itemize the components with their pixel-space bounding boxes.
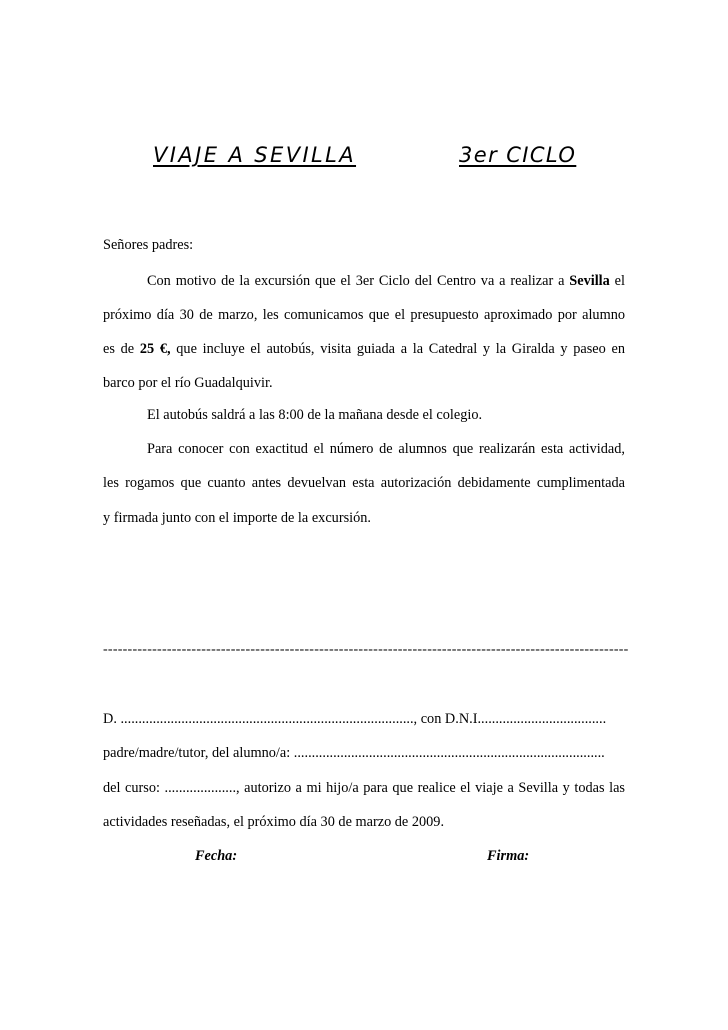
cut-line: ----------------------------------------------------------------------------------------------------------- <box>103 642 629 657</box>
text-run: el <box>609 273 625 289</box>
trip-title: VIAJE A SEVILLA <box>153 143 357 167</box>
paragraph-1-line-1 <box>147 272 625 290</box>
price-bold: 25 €, <box>139 341 171 357</box>
paragraph-1-line-2: próximo día 30 de marzo, les comunicamos que el presupuesto aproximado por alumno <box>103 307 625 323</box>
salutation: Señores padres: <box>103 237 194 253</box>
form-line-name: D. .................................................................................., con D.N.I.................................... <box>103 711 607 727</box>
paragraph-1-line-3 <box>103 340 625 358</box>
form-line-course: del curso: ...................., autorizo a mi hijo/a para que realice el viaje a Sevilla y todas las <box>103 780 625 796</box>
text-run: que incluye el autobús, visita guiada a la Catedral y la Giralda y paseo en <box>170 341 625 357</box>
date-label: Fecha: <box>195 848 238 864</box>
form-line-activities: actividades reseñadas, el próximo día 30 de marzo de 2009. <box>103 814 445 830</box>
form-line-guardian: padre/madre/tutor, del alumno/a: ....................................................................................... <box>103 745 605 761</box>
cycle-title: 3er CICLO <box>459 143 577 167</box>
paragraph-3-line-1: Para conocer con exactitud el número de alumnos que realizarán esta actividad, <box>147 441 625 457</box>
text-run: Con motivo de la excursión que el 3er Ciclo del Centro va a realizar a <box>147 273 570 289</box>
paragraph-1-line-4: barco por el río Guadalquivir. <box>103 375 273 391</box>
paragraph-3-line-3: y firmada junto con el importe de la excursión. <box>103 510 371 526</box>
destination-bold: Sevilla <box>569 273 610 289</box>
paragraph-2-line-1: El autobús saldrá a las 8:00 de la mañana desde el colegio. <box>147 407 483 423</box>
signature-label: Firma: <box>487 848 530 864</box>
text-run: es de <box>103 341 140 357</box>
paragraph-3-line-2: les rogamos que cuanto antes devuelvan esta autorización debidamente cumplimentada <box>103 475 625 491</box>
